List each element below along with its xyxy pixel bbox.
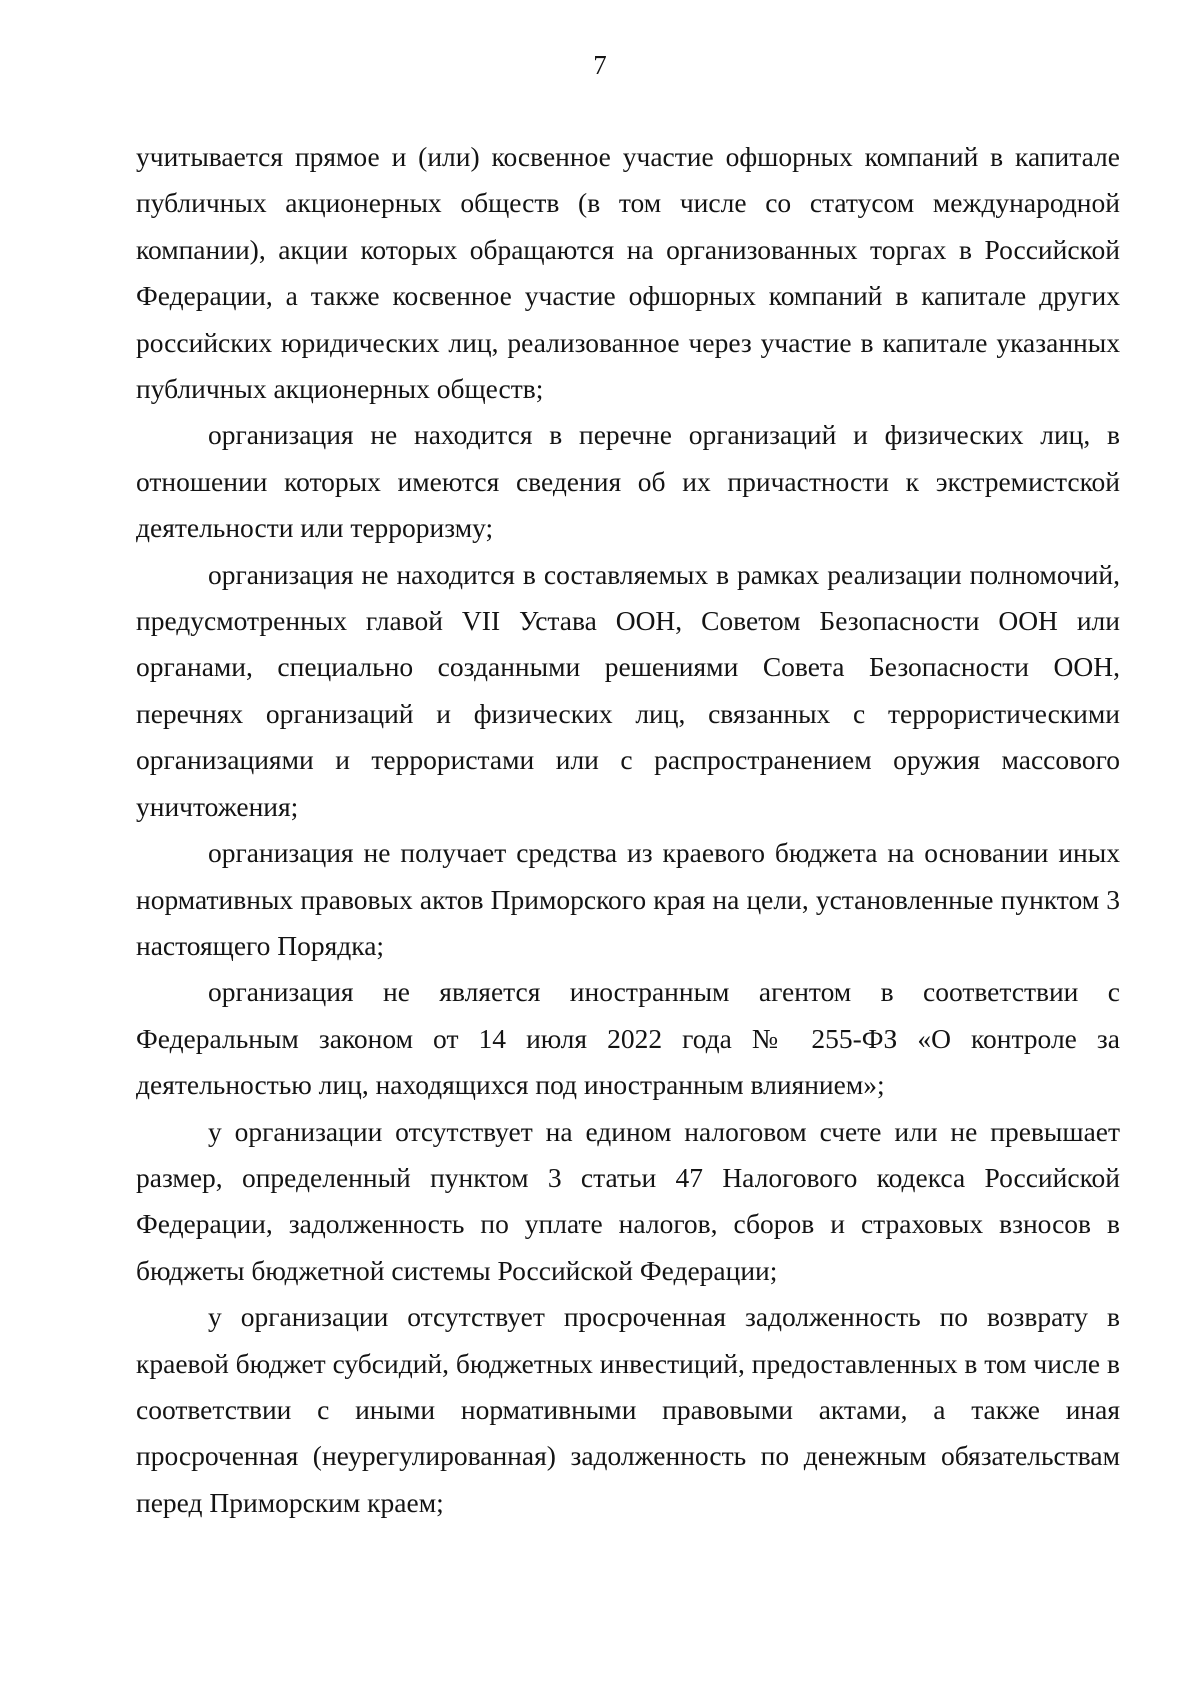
page-number: 7: [593, 50, 607, 80]
paragraph-no-other-budget-funds: организация не получает средства из краевого бюджета на основании иных нормативных правовых актов Приморского края на цели, установленные пунктом 3 настоящего Порядка;: [136, 837, 1120, 961]
paragraph-extremism-list: организация не находится в перечне организаций и физических лиц, в отношении которых имеются сведения об их причастности к экстремистской деятельности или терроризму;: [136, 419, 1120, 544]
document-body: [136, 134, 1120, 1526]
paragraph-not-foreign-agent: организация не является иностранным агентом в соответствии с Федеральным законом от 14 июля 2022 года № 255-ФЗ «О контроле за деятельностью лиц, находящихся под иностранным влиянием»;: [136, 976, 1120, 1101]
paragraph-un-sanctions-list: организация не находится в составляемых в рамках реализации полномочий, предусмотренных главой VII Устава ООН, Советом Безопасности ООН или органами, специально созданными решениями Совета Безопасности ООН, перечнях организаций и физических лиц, связанных с террористическими организациями и террористами или с распространением оружия массового уничтожения;: [136, 558, 1120, 822]
paragraph-offshore-participation: учитывается прямое и (или) косвенное участие офшорных компаний в капитале публичных акционерных обществ (в том числе со статусом международной компании), акции которых обращаются на организованных торгах в Российской Федерации, а также косвенное участие офшорных компаний в капитале других российских юридических лиц, реализованное через участие в капитале указанных публичных акционерных обществ;: [136, 141, 1120, 405]
paragraph-overdue-debt: у организации отсутствует просроченная задолженность по возврату в краевой бюджет субсидий, бюджетных инвестиций, предоставленных в том числе в соответствии с иными нормативными правовыми актами, а также иная просроченная (неурегулированная) задолженность по денежным обязательствам перед Приморским краем;: [136, 1301, 1120, 1518]
paragraph-tax-debt: у организации отсутствует на едином налоговом счете или не превышает размер, определенный пунктом 3 статьи 47 Налогового кодекса Российской Федерации, задолженность по уплате налогов, сборов и страховых взносов в бюджеты бюджетной системы Российской Федерации;: [136, 1115, 1120, 1286]
